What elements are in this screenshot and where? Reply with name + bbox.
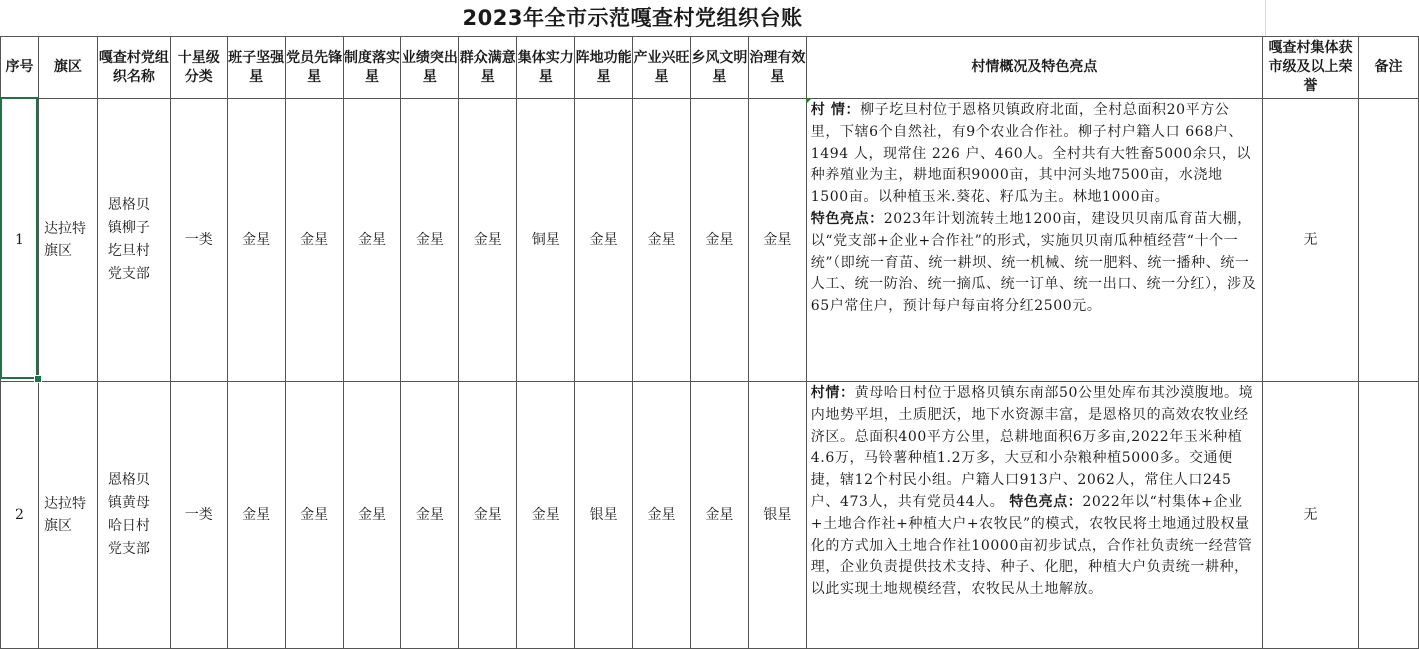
cell-performance[interactable]: 金星 (401, 99, 459, 382)
cell-org-name[interactable]: 恩格贝镇黄母哈日村党支部 (97, 382, 170, 649)
cell-remark[interactable] (1358, 99, 1418, 382)
cell-system[interactable]: 金星 (343, 382, 401, 649)
highlight-text: 2023年计划流转土地1200亩，建设贝贝南瓜育苗大棚，以“党支部+企业+合作社”的形式，实施贝贝南瓜种植经营“十个一统”（即统一育苗、统一耕坝、统一机械、统一肥料、统一播种、统一人工、统一防治、统一摘瓜、统一订单、统一出口、统一分红），涉及65户常住户，预计每户每亩将分红2500元。 (810, 210, 1257, 315)
cell-collective[interactable]: 金星 (517, 382, 575, 649)
header-collective[interactable]: 集体实力星 (517, 37, 575, 99)
cell-org-name[interactable]: 恩格贝镇柳子圪旦村党支部 (97, 99, 170, 382)
header-seq[interactable]: 序号 (1, 37, 39, 99)
header-performance[interactable]: 业绩突出星 (401, 37, 459, 99)
header-team[interactable]: 班子坚强星 (227, 37, 285, 99)
header-industry[interactable]: 产业兴旺星 (633, 37, 691, 99)
header-banner[interactable]: 旗区 (38, 37, 97, 99)
header-honor[interactable]: 嘎查村集体获市级及以上荣誉 (1263, 37, 1359, 99)
highlight-label: 特色亮点： (1009, 493, 1083, 510)
cell-ten-star[interactable]: 一类 (170, 382, 227, 649)
fill-handle[interactable] (34, 375, 42, 383)
cell-ten-star[interactable]: 一类 (170, 99, 227, 382)
cell-civility[interactable]: 金星 (690, 382, 748, 649)
header-system[interactable]: 制度落实星 (343, 37, 401, 99)
cell-governance[interactable]: 银星 (748, 382, 806, 649)
header-row (1, 37, 1419, 99)
cell-industry[interactable]: 金星 (633, 99, 691, 382)
cell-collective[interactable]: 铜星 (517, 99, 575, 382)
cell-team[interactable]: 金星 (227, 99, 285, 382)
header-ten-star[interactable]: 十星级分类 (170, 37, 227, 99)
cell-position[interactable]: 金星 (575, 99, 633, 382)
table-row (1, 99, 1419, 382)
cell-member[interactable]: 金星 (285, 99, 343, 382)
sheet-title[interactable]: 2023年全市示范嘎查村党组织台账 (462, 6, 803, 30)
cell-performance[interactable]: 金星 (401, 382, 459, 649)
overview-text: 黄母哈日村位于恩格贝镇东南部50公里处库布其沙漠腹地。境内地势平坦，土质肥沃，地下水资源丰富，是恩格贝的高效农牧业经济区。总面积400平方公里，总耕地面积6万多亩,2022年玉米种植4.6万，马铃薯种植1.2万多，大豆和小杂粮种植5000多。交通便捷，辖12个村民小组。户籍人口913户、2062人，常住人口245户、473人，共有党员44人。 (810, 385, 1254, 510)
overview-label: 村情： (810, 385, 855, 401)
cell-governance[interactable]: 金星 (748, 99, 806, 382)
cell-masses[interactable]: 金星 (459, 99, 517, 382)
cell-remark[interactable] (1358, 382, 1418, 649)
highlight-text: 2022年以“村集体+企业+土地合作社+种植大户+农牧民”的模式，农牧民将土地通过股权量化的方式加入土地合作社10000亩初步试点，合作社负责统一经营管理，企业负责提供技术支持、种子、化肥，种植大户负责统一耕种，以此实现土地规模经营，农牧民从土地解放。 (810, 493, 1253, 598)
cell-masses[interactable]: 金星 (459, 382, 517, 649)
cell-member[interactable]: 金星 (285, 382, 343, 649)
cell-overview[interactable] (806, 382, 1262, 649)
header-org-name[interactable]: 嘎查村党组织名称 (97, 37, 170, 99)
cell-banner[interactable]: 达拉特旗区 (38, 382, 97, 649)
cell-civility[interactable]: 金星 (690, 99, 748, 382)
header-overview[interactable]: 村情概况及特色亮点 (806, 37, 1262, 99)
cell-industry[interactable]: 金星 (633, 382, 691, 649)
header-masses[interactable]: 群众满意星 (459, 37, 517, 99)
overview-text: 柳子圪旦村位于恩格贝镇政府北面，全村总面积20平方公里，下辖6个自然社，有9个农业合作社。柳子村户籍人口 668户、1494 人，现常住 226 户、460人。全村共有大牲畜5000余只，以种养殖业为主，耕地面积9000亩，其中河头地7500亩，水浇地1500亩。以种植玉米.葵花、籽瓜为主。林地1000亩。 (810, 102, 1252, 206)
cell-honor[interactable]: 无 (1263, 99, 1359, 382)
table-row (1, 382, 1419, 649)
header-remark[interactable]: 备注 (1358, 37, 1418, 99)
cell-overview[interactable] (806, 99, 1262, 382)
cell-team[interactable]: 金星 (227, 382, 285, 649)
cell-honor[interactable]: 无 (1263, 382, 1359, 649)
cell-banner[interactable]: 达拉特旗区 (38, 99, 97, 382)
header-member[interactable]: 党员先锋星 (285, 37, 343, 99)
highlight-label: 特色亮点： (810, 210, 884, 227)
header-governance[interactable]: 治理有效星 (748, 37, 806, 99)
cell-position[interactable]: 银星 (575, 382, 633, 649)
overview-label: 村 情： (810, 102, 861, 118)
header-civility[interactable]: 乡风文明星 (690, 37, 748, 99)
cell-seq[interactable]: 1 (1, 99, 39, 382)
header-position[interactable]: 阵地功能星 (575, 37, 633, 99)
cell-system[interactable]: 金星 (343, 99, 401, 382)
cell-seq[interactable]: 2 (1, 382, 39, 649)
ledger-table (0, 36, 1419, 649)
gridline (1265, 0, 1266, 36)
cell-comment-marker (806, 98, 812, 104)
